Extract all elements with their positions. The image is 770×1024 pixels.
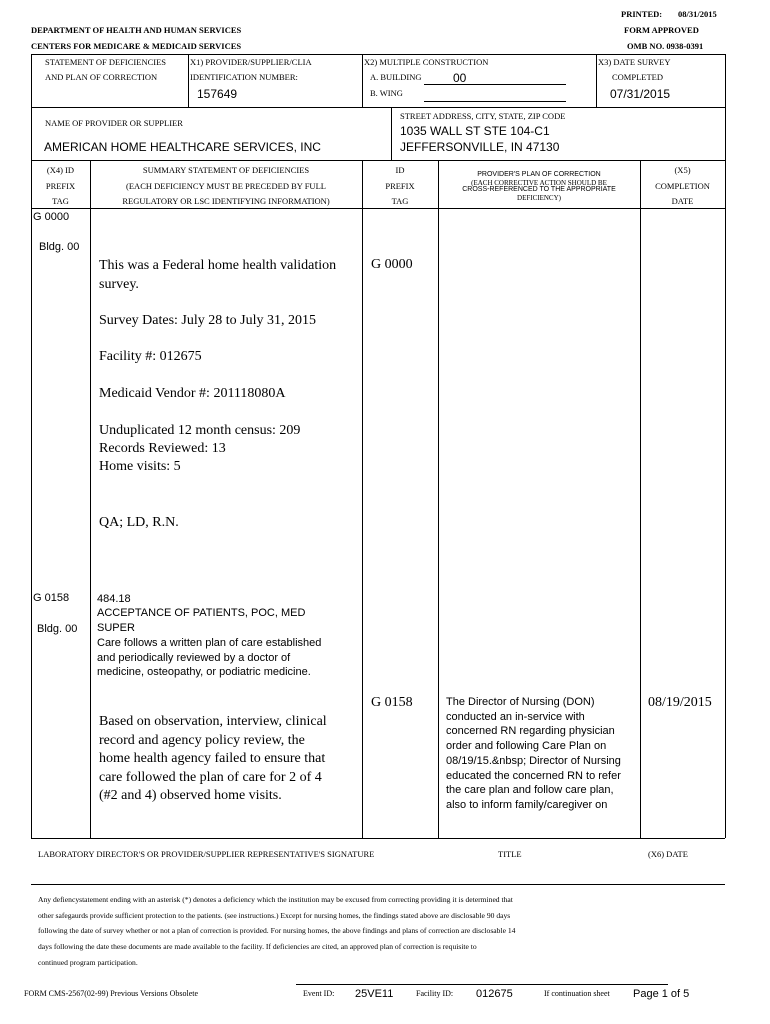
printed-label: PRINTED: xyxy=(621,9,663,19)
records-reviewed: Records Reviewed: 13 xyxy=(99,441,226,456)
disclaimer-line: continued program participation. xyxy=(38,958,138,967)
page-number: Page 1 of 5 xyxy=(633,988,690,1000)
divider xyxy=(362,160,363,838)
building-tag: Bldg. 00 xyxy=(37,623,78,635)
event-id-value: 25VE11 xyxy=(355,988,394,1000)
address-line-2: JEFFERSONVILLE, IN 47130 xyxy=(400,140,560,154)
rule xyxy=(31,107,725,108)
finding-text: Based on observation, interview, clinical record and agency policy review, the home health agency failed to ensure that care followed the plan of care for 2 of 4 (#2 and 4) observed home visits. xyxy=(99,714,327,803)
divider xyxy=(90,160,91,838)
facility-id-label: Facility ID: xyxy=(416,989,454,998)
form-number: FORM CMS-2567(02-99) Previous Versions Obsolete xyxy=(24,989,199,998)
divider xyxy=(438,160,439,838)
id-header-3: TAG xyxy=(391,196,409,206)
wing-label: B. WING xyxy=(370,88,403,98)
rule xyxy=(31,208,725,209)
divider xyxy=(596,54,597,107)
provider-id-value: 157649 xyxy=(197,87,238,101)
x4-header-2: PREFIX xyxy=(45,181,76,191)
department-name: DEPARTMENT OF HEALTH AND HUMAN SERVICES xyxy=(31,25,242,35)
address-line-1: 1035 WALL ST STE 104-C1 xyxy=(400,124,550,138)
plan-header-2: (EACH CORRECTIVE ACTION SHOULD BE xyxy=(471,179,607,187)
summary-header: SUMMARY STATEMENT OF DEFICIENCIES xyxy=(142,165,310,175)
summary-header-2: (EACH DEFICIENCY MUST BE PRECEDED BY FULL xyxy=(126,181,326,191)
rule xyxy=(31,884,725,885)
x1-label: X1) PROVIDER/SUPPLIER/CLIA xyxy=(190,57,312,67)
x5-header-2: COMPLETION xyxy=(655,181,710,191)
medicaid-vendor: Medicaid Vendor #: 201118080A xyxy=(99,386,286,401)
building-value: 00 xyxy=(453,71,467,85)
divider xyxy=(188,54,189,107)
x3-label: X3) DATE SURVEY xyxy=(598,57,671,67)
plan-of-correction: The Director of Nursing (DON) conducted an in-service with concerned RN regarding physician order and following Care Plan on 08/19/15.&nbsp; Director of Nursing educated the concerned RN to refer the care plan and follow care plan, also to inform family/caregiver on xyxy=(446,696,621,811)
regulation-title-2: SUPER xyxy=(97,622,135,634)
provider-name: AMERICAN HOME HEALTHCARE SERVICES, INC xyxy=(44,140,321,154)
facility-number: Facility #: 012675 xyxy=(99,349,202,364)
regulation-description: Care follows a written plan of care established and periodically reviewed by a doctor of medicine, osteopathy, or podiatric medicine. xyxy=(97,637,322,679)
survey-completed-date: 07/31/2015 xyxy=(610,87,671,101)
id-prefix-tag: G 0000 xyxy=(371,257,413,272)
id-header: ID xyxy=(395,165,405,175)
rule xyxy=(31,838,725,839)
summary-header-3: REGULATORY OR LSC IDENTIFYING INFORMATION) xyxy=(122,196,330,206)
rule xyxy=(31,160,725,161)
statement-label-2: AND PLAN OF CORRECTION xyxy=(45,72,158,82)
disclaimer-line: other safegaurds provide sufficient protection to the patients. (see instructions.) Except for nursing homes, the findings stated above are disclosable 90 days xyxy=(38,911,511,920)
tag-prefix: G 0158 xyxy=(33,592,70,604)
id-header-2: PREFIX xyxy=(385,181,415,191)
wing-underline xyxy=(424,101,566,102)
form-approved: FORM APPROVED xyxy=(624,25,699,35)
surveyor: QA; LD, R.N. xyxy=(99,515,179,530)
building-label: A. BUILDING xyxy=(370,72,422,82)
id-prefix-tag: G 0158 xyxy=(371,695,413,710)
printed-date: 08/31/2015 xyxy=(678,9,717,19)
divider xyxy=(391,107,392,160)
border-right xyxy=(725,54,726,838)
event-id-label: Event ID: xyxy=(303,989,335,998)
completion-date: 08/19/2015 xyxy=(648,695,712,710)
facility-id-value: 012675 xyxy=(476,988,513,1000)
building-underline xyxy=(424,84,566,85)
regulation-title: ACCEPTANCE OF PATIENTS, POC, MED xyxy=(97,607,306,619)
disclaimer-line: Any defiencystatement ending with an asterisk (*) denotes a deficiency which the institution may be excused from correcting providing it is determined that xyxy=(38,895,513,904)
x5-header-3: DATE xyxy=(671,196,694,206)
tag-prefix: G 0000 xyxy=(33,211,70,223)
divider xyxy=(362,54,363,107)
survey-dates: Survey Dates: July 28 to July 31, 2015 xyxy=(99,313,316,328)
continuation-label: If continuation sheet xyxy=(544,989,610,998)
provider-name-label: NAME OF PROVIDER OR SUPPLIER xyxy=(45,118,183,128)
x1-label-2: IDENTIFICATION NUMBER: xyxy=(190,72,298,82)
plan-header: PROVIDER'S PLAN OF CORRECTION xyxy=(477,171,601,178)
plan-header-4: DEFICIENCY) xyxy=(517,194,561,202)
signature-label: LABORATORY DIRECTOR'S OR PROVIDER/SUPPLIER REPRESENTATIVE'S SIGNATURE xyxy=(38,849,375,859)
x5-header: (X5) xyxy=(674,165,691,175)
date-label: (X6) DATE xyxy=(648,849,688,859)
address-label: STREET ADDRESS, CITY, STATE, ZIP CODE xyxy=(400,111,566,121)
divider xyxy=(640,160,641,838)
disclaimer-line: following the date of survey whether or not a plan of correction is provided. For nursing homes, the above findings and plans of correction are disclosable 14 xyxy=(38,926,516,935)
x2-label: X2) MULTIPLE CONSTRUCTION xyxy=(364,57,489,67)
census: Unduplicated 12 month census: 209 xyxy=(99,423,301,438)
plan-header-3: CROSS-REFERENCED TO THE APPROPRIATE xyxy=(462,186,616,193)
disclaimer-line: days following the date these documents are made available to the facility. If deficiencies are cited, an approved plan of correction is requisite to xyxy=(38,942,477,951)
x3-label-2: COMPLETED xyxy=(612,72,663,82)
home-visits: Home visits: 5 xyxy=(99,459,181,474)
regulation-number: 484.18 xyxy=(97,593,131,605)
footer-rule xyxy=(296,984,668,985)
statement-label: STATEMENT OF DEFICIENCIES xyxy=(45,57,167,67)
agency-name: CENTERS FOR MEDICARE & MEDICAID SERVICES xyxy=(31,41,242,51)
x4-header: (X4) ID xyxy=(46,165,75,175)
title-label: TITLE xyxy=(498,849,522,859)
summary-text: This was a Federal home health validation survey. xyxy=(99,258,337,292)
rule xyxy=(31,54,725,55)
building-tag: Bldg. 00 xyxy=(39,241,80,253)
omb-number: OMB NO. 0938-0391 xyxy=(627,41,704,51)
x4-header-3: TAG xyxy=(52,196,69,206)
